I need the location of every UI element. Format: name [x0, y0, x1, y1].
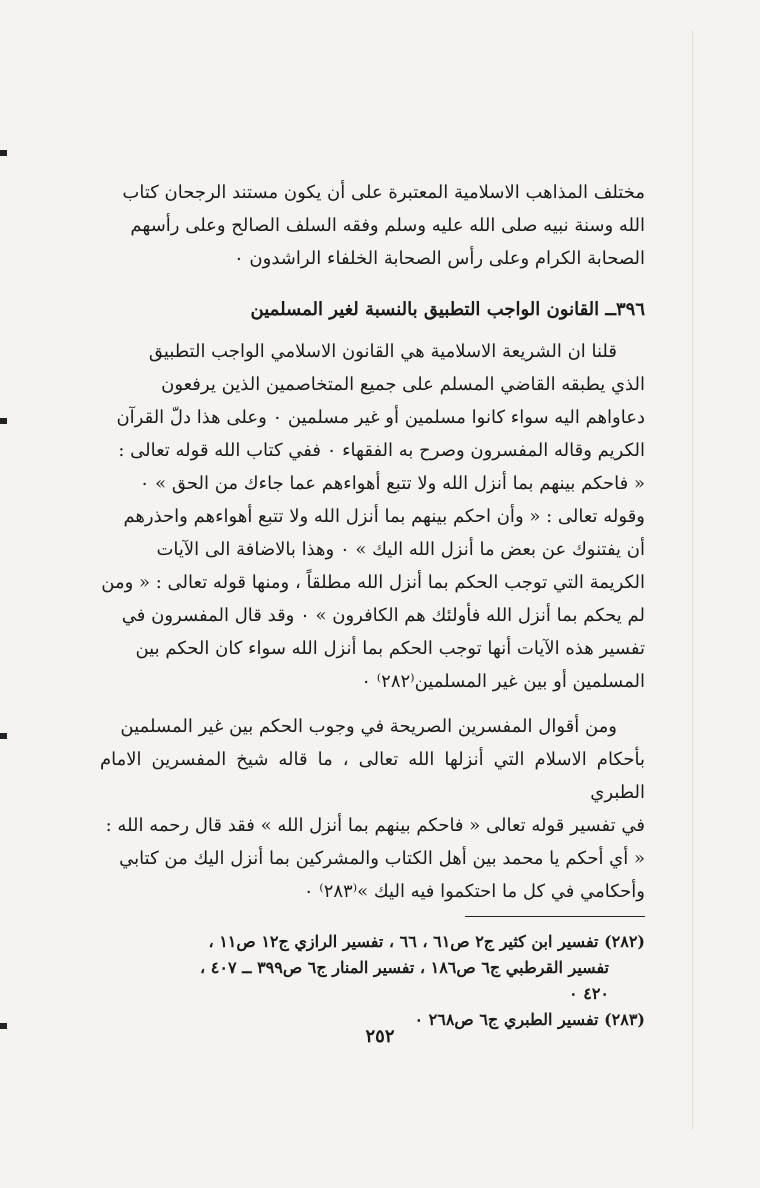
page-body	[100, 176, 645, 1033]
page-number: ٢٥٢	[365, 1026, 395, 1047]
paragraph-2	[100, 710, 645, 908]
page-fold-line	[692, 30, 693, 1130]
text-line: « أي أحكم يا محمد بين أهل الكتاب والمشركين بما أنزل اليك من كتابي	[119, 848, 645, 869]
text-line: دعاواهم اليه سواء كانوا مسلمين أو غير مسلمين ٠ وعلى هذا دلّ القرآن	[116, 407, 645, 428]
text-line: الكريم وقاله المفسرون وصرح به الفقهاء ٠ ففي كتاب الله قوله تعالى :	[118, 440, 645, 461]
text-line: في تفسير قوله تعالى « فاحكم بينهم بما أنزل الله » فقد قال رحمه الله :	[105, 815, 645, 836]
footnote-282-continuation: تفسير القرطبي ج٦ ص١٨٦ ، تفسير المنار ج٦ ص٣٩٩ ــ ٤٠٧ ،	[200, 958, 609, 977]
footnote-283: (٢٨٣) تفسير الطبري ج٦ ص٢٦٨ ٠	[414, 1010, 645, 1029]
text-line: أن يفتنوك عن بعض ما أنزل الله اليك » ٠ وهذا بالاضافة الى الآيات	[156, 539, 645, 560]
text-line: وأحكامي في كل ما احتكموا فيه اليك »⁽٢٨٣⁾ ٠	[303, 881, 645, 902]
footnote-282-continuation: ٤٢٠ ٠	[569, 984, 609, 1003]
text-line: المسلمين أو بين غير المسلمين⁽٢٨٢⁾ ٠	[361, 671, 645, 692]
binding-mark	[0, 733, 7, 739]
text-line: وقوله تعالى : « وأن احكم بينهم بما أنزل الله ولا تتبع أهواءهم واحذرهم	[123, 506, 645, 527]
footnotes	[100, 929, 645, 1033]
text-line: الكريمة التي توجب الحكم بما أنزل الله مطلقاً ، ومنها قوله تعالى : « ومن	[101, 572, 645, 593]
text-line: مختلف المذاهب الاسلامية المعتبرة على أن يكون مستند الرجحان كتاب	[122, 182, 645, 203]
text-line: لم يحكم بما أنزل الله فأولئك هم الكافرون » ٠ وقد قال المفسرون في	[121, 605, 645, 626]
text-line: الله وسنة نبيه صلى الله عليه وسلم وفقه السلف الصالح وعلى رأسهم	[130, 215, 645, 236]
text-line: الذي يطبقه القاضي المسلم على جميع المتخاصمين الذين يرفعون	[161, 374, 645, 395]
paragraph-1	[100, 335, 645, 698]
binding-mark	[0, 418, 7, 424]
text-line: بأحكام الاسلام التي أنزلها الله تعالى ، ما قاله شيخ المفسرين الامام الطبري	[100, 749, 645, 803]
footnote-282: (٢٨٢) تفسير ابن كثير ج٢ ص٦١ ، ٦٦ ، تفسير الرازي ج١٢ ص١١ ،	[208, 932, 645, 951]
text-line: ومن أقوال المفسرين الصريحة في وجوب الحكم بين غير المسلمين	[120, 716, 617, 737]
text-line: الصحابة الكرام وعلى رأس الصحابة الخلفاء الراشدون ٠	[234, 248, 645, 269]
text-line: قلنا ان الشريعة الاسلامية هي القانون الاسلامي الواجب التطبيق	[148, 341, 617, 362]
text-line: تفسير هذه الآيات أنها توجب الحكم بما أنزل الله سواء كان الحكم بين	[135, 638, 645, 659]
section-heading: ٣٩٦ــ القانون الواجب التطبيق بالنسبة لغير المسلمين	[250, 299, 645, 320]
text-line: « فاحكم بينهم بما أنزل الله ولا تتبع أهواءهم عما جاءك من الحق » ٠	[139, 473, 645, 494]
binding-mark	[0, 150, 7, 156]
footnote-divider	[465, 916, 645, 917]
intro-paragraph	[100, 176, 645, 275]
